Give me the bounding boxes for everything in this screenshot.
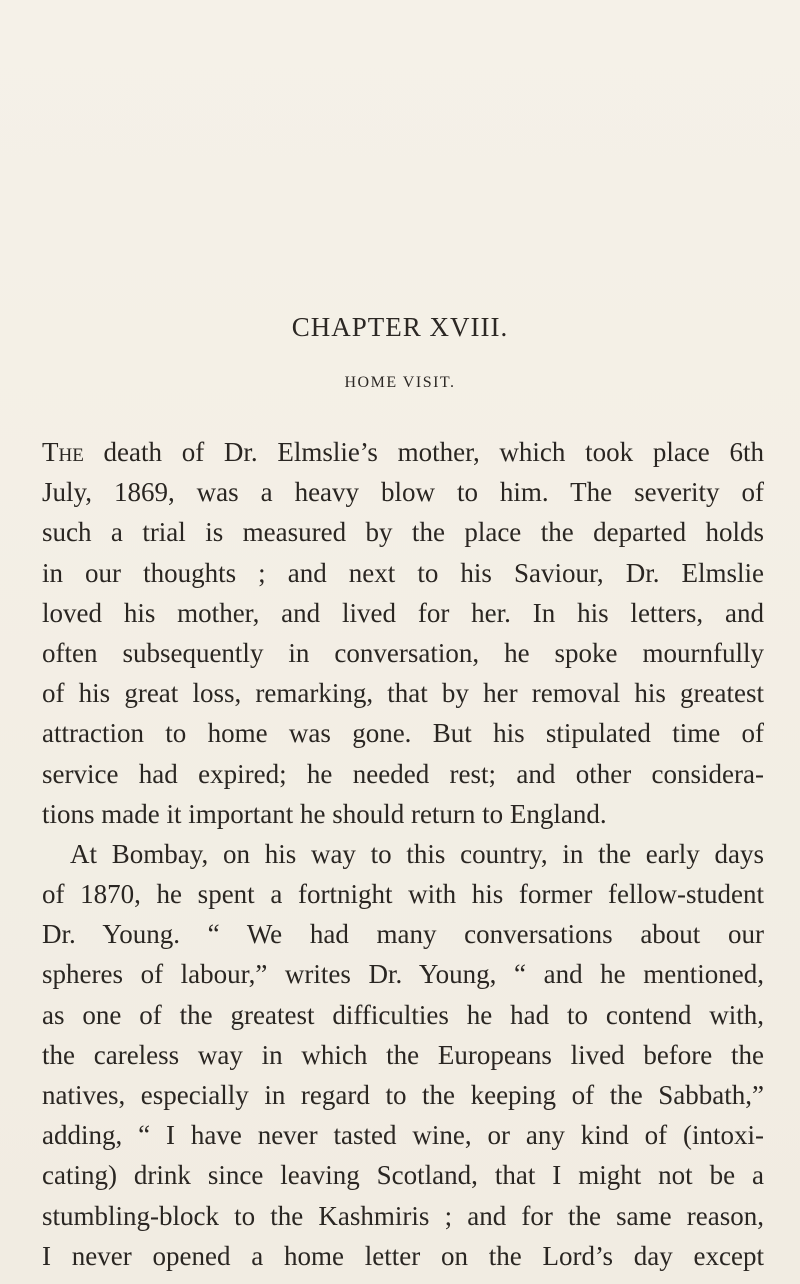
text-line-21: I never opened a home letter on the Lord’s day except: [42, 1240, 764, 1271]
text-line-5: loved his mother, and lived for her. In his letters, and: [42, 597, 764, 628]
text-line-12: of 1870, he spent a fortnight with his former fellow-student: [42, 879, 764, 910]
text-line-1-rest: death of Dr. Elmslie’s mother, which took place 6th: [83, 437, 764, 467]
chapter-title: CHAPTER XVIII.: [291, 312, 509, 342]
text-line-16: the careless way in which the Europeans lived before the: [42, 1039, 764, 1070]
text-line-8: attraction to home was gone. But his stipulated time of: [42, 718, 764, 749]
text-line-3: such a trial is measured by the place the departed holds: [42, 517, 764, 548]
text-line-7: of his great loss, remarking, that by her removal his greatest: [42, 678, 764, 709]
body-text: [42, 432, 764, 1276]
text-line-14: spheres of labour,” writes Dr. Young, “ and he mentioned,: [42, 959, 764, 990]
section-title: HOME VISIT.: [344, 374, 456, 391]
text-line-1: [42, 432, 764, 472]
lead-word: The: [42, 437, 84, 467]
text-line-17: natives, especially in regard to the keeping of the Sabbath,”: [42, 1080, 764, 1110]
text-line-4: in our thoughts ; and next to his Saviour, Dr. Elmslie: [42, 557, 764, 588]
text-line-13: Dr. Young. “ We had many conversations about our: [42, 919, 764, 950]
text-line-2: July, 1869, was a heavy blow to him. The severity of: [42, 477, 764, 508]
text-line-15: as one of the greatest difficulties he had to contend with,: [42, 999, 764, 1030]
text-line-9: service had expired; he needed rest; and other considera-: [42, 758, 764, 789]
text-line-6: often subsequently in conversation, he spoke mournfully: [42, 637, 764, 668]
text-line-18: adding, “ I have never tasted wine, or any kind of (intoxi-: [42, 1120, 764, 1151]
text-line-11: At Bombay, on his way to this country, in the early days: [70, 838, 764, 869]
text-line-19: cating) drink since leaving Scotland, that I might not be a: [42, 1160, 764, 1191]
text-line-20: stumbling-block to the Kashmiris ; and for the same reason,: [42, 1200, 764, 1231]
text-line-10: tions made it important he should return to England.: [42, 798, 607, 829]
